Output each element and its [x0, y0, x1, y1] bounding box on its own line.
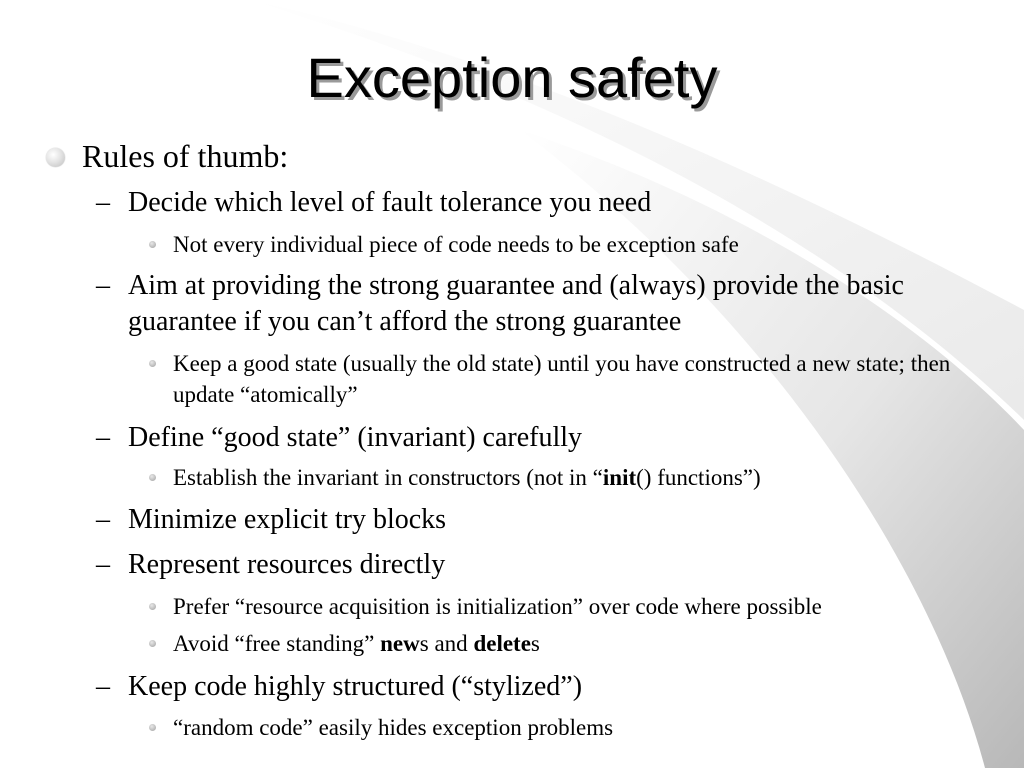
rule-subitem: Keep a good state (usually the old state) until you have constructed a new state; then update “atomically”	[173, 351, 951, 407]
rule-item: Keep code highly structured (“stylized”)	[128, 671, 583, 702]
rule-subitem	[173, 462, 1003, 493]
rule-subitem-text: () functions”)	[636, 465, 761, 490]
bullet-marker	[46, 148, 65, 167]
dash-marker: –	[96, 504, 110, 535]
sub-bullet-marker	[149, 724, 156, 731]
bullet-rules-of-thumb: Rules of thumb:	[82, 138, 289, 174]
sub-bullet-marker	[149, 603, 156, 610]
code-keyword-delete: delete	[473, 631, 531, 656]
code-keyword-init: init	[602, 465, 637, 490]
dash-marker: –	[96, 270, 110, 301]
rule-item: Define “good state” (invariant) carefully	[128, 422, 583, 453]
rule-subitem	[173, 628, 1003, 659]
slide-title: Exception safety	[306, 46, 718, 109]
dash-marker: –	[96, 422, 110, 453]
sub-bullet-marker	[149, 474, 156, 481]
rule-item: Decide which level of fault tolerance you need	[128, 187, 652, 218]
sub-bullet-marker	[149, 640, 156, 647]
rule-subitem: “random code” easily hides exception problems	[173, 715, 614, 740]
dash-marker: –	[96, 671, 110, 702]
rule-subitem: Not every individual piece of code needs to be exception safe	[173, 232, 739, 257]
dash-marker: –	[96, 549, 110, 580]
rule-subitem-text: Establish the invariant in constructors (not in “	[173, 465, 603, 490]
rule-item: Aim at providing the strong guarantee and (always) provide the basic guarantee if you can’t afford the strong guarantee	[128, 270, 904, 337]
rule-subitem-text: Avoid “free standing”	[173, 631, 381, 656]
code-keyword-new: new	[380, 631, 420, 656]
rule-item: Minimize explicit try blocks	[128, 504, 447, 535]
dash-marker: –	[96, 187, 110, 218]
sub-bullet-marker	[149, 360, 156, 367]
rule-item: Represent resources directly	[128, 549, 446, 580]
rule-subitem-text: s and	[419, 631, 474, 656]
sub-bullet-marker	[149, 241, 156, 248]
rule-subitem-text: s	[530, 631, 540, 656]
rule-subitem: Prefer “resource acquisition is initialization” over code where possible	[173, 594, 822, 619]
